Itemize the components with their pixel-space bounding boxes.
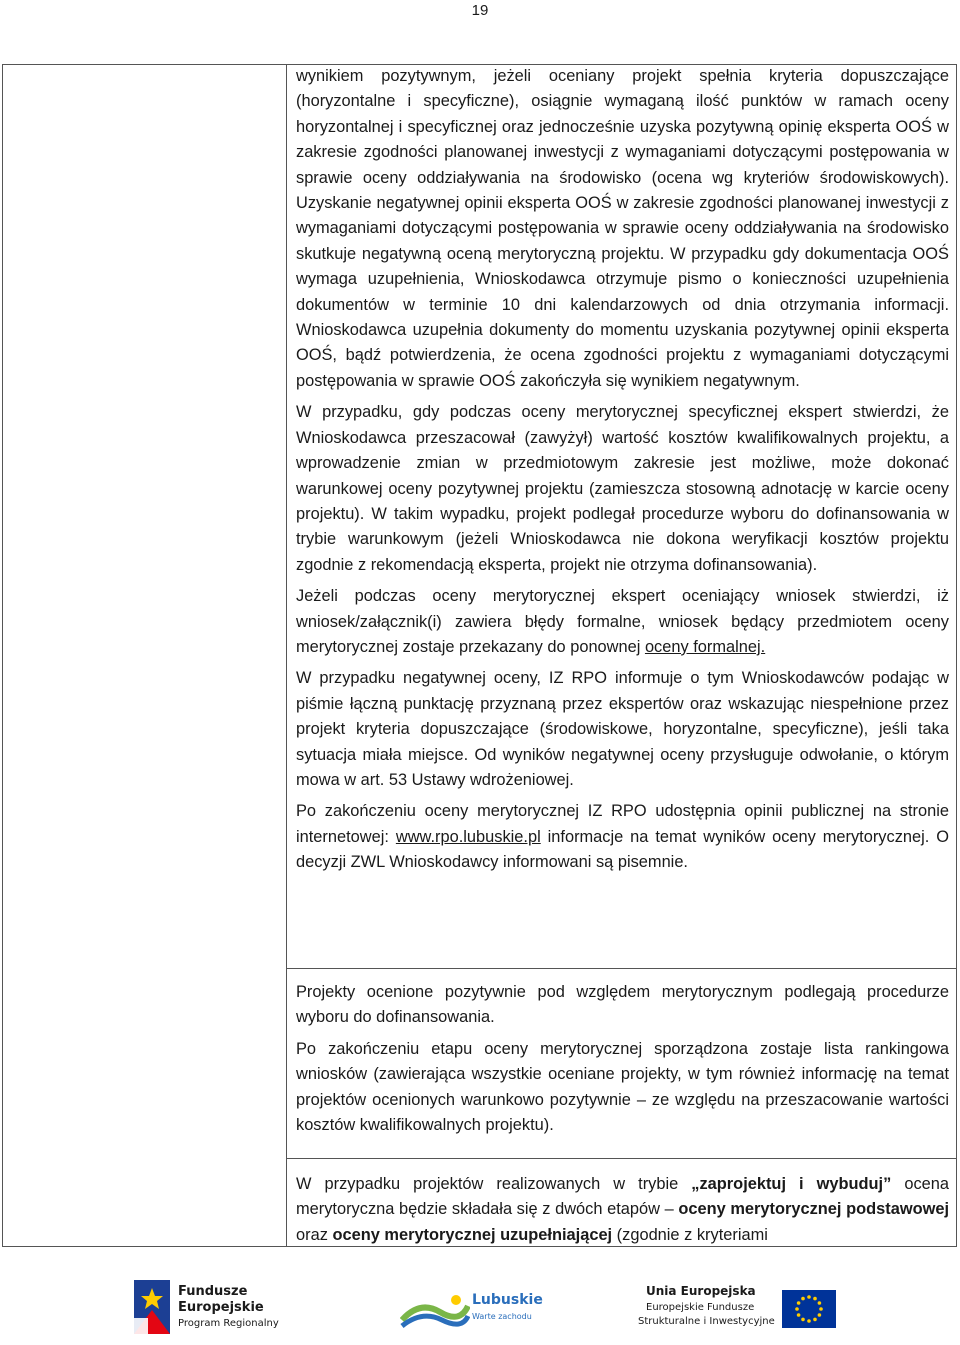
fe-line2: Europejskie: [178, 1300, 264, 1315]
page-number: 19: [471, 2, 489, 19]
cell-selection-procedure: [296, 980, 949, 1144]
text: W przypadku projektów realizowanych w trybie: [296, 1175, 692, 1193]
text: informacje na temat wyników oceny merytorycznej. O decyzji ZWL Wnioskodawcy informowani są pisemnie.: [296, 827, 949, 872]
paragraph-formal-errors: [296, 584, 949, 660]
paragraph-publication: [296, 799, 949, 875]
paragraph-selection: Projekty ocenione pozytywnie pod względem merytorycznym podlegają procedurze wyboru do dofinansowania.: [296, 983, 949, 1027]
ue-line1: Unia Europejska: [646, 1284, 756, 1298]
fe-line3: Program Regionalny: [178, 1318, 279, 1329]
left-column: [3, 65, 287, 1246]
text: oraz: [296, 1225, 333, 1244]
ue-line3: Strukturalne i Inwestycyjne: [638, 1316, 775, 1327]
paragraph-design-build: [296, 1172, 949, 1248]
lubuskie-tagline: Warte zachodu: [472, 1312, 532, 1321]
fundusze-europejskie-logo: [134, 1280, 294, 1338]
row-divider: [287, 1158, 956, 1159]
bold-text: „zaprojektuj i wybuduj”: [691, 1175, 892, 1193]
text: Jeżeli podczas oceny merytorycznej ekspert oceniający wniosek stwierdzi, iż wniosek/załącznik(i) zawiera błędy formalne, wniosek będący przedmiotem oceny merytorycznej zostaje przekazany do ponownej: [296, 587, 949, 656]
footer-logos: [0, 1262, 960, 1345]
formal-evaluation-link[interactable]: oceny formalnej.: [644, 637, 766, 656]
cell-design-build: [296, 1172, 949, 1254]
text: Po zakończeniu oceny merytorycznej IZ RPO udostępnia opinii publicznej na stronie internetowej:: [296, 802, 949, 846]
cell-evaluation-text: [296, 64, 949, 882]
unia-europejska-logo: [636, 1280, 836, 1338]
paragraph-negative-evaluation: W przypadku negatywnej oceny, IZ RPO informuje o tym Wnioskodawców podając w piśmie łączną punktację przyznaną przez ekspertów oraz wskazując niespełnione przez projekt kryteria dopuszczające (środowiskowe, horyzontalne, specyficzne), jeśli taka sytuacja miała miejsce. Od wyników negatywnej oceny przysługuje odwołanie, o którym mowa w art. 53 Ustawy wdrożeniowej.: [296, 669, 949, 789]
lubuskie-logo: [400, 1284, 550, 1334]
fe-line1: Fundusze: [178, 1284, 248, 1299]
lubuskie-waves-icon: [400, 1290, 470, 1330]
bold-text: oceny merytorycznej uzupełniającej: [332, 1225, 613, 1244]
paragraph-ranking-list: Po zakończeniu etapu oceny merytorycznej sporządzona zostaje lista rankingowa wniosków (zawierająca wszystkie oceniane projekty, w tym również informację na temat projektów ocenionych warunkowo pozytywnie – ze względu na przeszacowanie wartości kosztów kwalifikowalnych projektu).: [296, 1039, 949, 1135]
ue-line2: Europejskie Fundusze: [646, 1302, 755, 1313]
lubuskie-name: Lubuskie: [472, 1292, 543, 1308]
rpo-website-link[interactable]: www.rpo.lubuskie.pl: [395, 827, 541, 846]
fe-emblem-icon: [134, 1280, 170, 1334]
eu-flag-icon: [782, 1290, 836, 1328]
paragraph-conditional-evaluation: W przypadku, gdy podczas oceny merytorycznej specyficznej ekspert stwierdzi, że Wnioskodawca przeszacował (zawyżył) wartość kosztów kwalifikowalnych projektu, a wprowadzenie zmian w przedmiotowym zakresie jest możliwe, może dokonać warunkowej oceny pozytywnej projektu (zamieszcza stosowną adnotację w karcie oceny projektu). W takim wypadku, projekt podlegał procedurze wyboru do dofinansowania w trybie warunkowym (jeżeli Wnioskodawca nie dokona weryfikacji kosztów projektu zgodnie z rekomendacją eksperta, projekt nie otrzyma dofinansowania).: [296, 403, 949, 574]
row-divider: [287, 968, 956, 969]
bold-text: oceny merytorycznej podstawowej: [678, 1200, 950, 1219]
text: (zgodnie z kryteriami: [612, 1225, 768, 1244]
text: ocena merytoryczna będzie składała się z dwóch etapów –: [296, 1175, 950, 1219]
paragraph-positive-result: wynikiem pozytywnym, jeżeli oceniany projekt spełnia kryteria dopuszczające (horyzontalne i specyficzne), osiągnie wymaganą ilość punktów w ramach oceny horyzontalnej i specyficznej oraz jednocześnie uzyska pozytywną opinię eksperta OOŚ w zakresie zgodności planowanej inwestycji z wymaganiami dotyczącymi postępowania w sprawie oceny oddziaływania na środowisko (ocena wg kryteriów środowiskowych). Uzyskanie negatywnej opinii eksperta OOŚ w zakresie zgodności planowanej inwestycji z wymaganiami dotyczącymi postępowania w sprawie oceny oddziaływania na środowisko skutkuje negatywną oceną merytoryczną projektu. W przypadku gdy dokumentacja OOŚ wymaga uzupełnienia, Wnioskodawca otrzymuje pismo o konieczności uzupełnienia dokumentów w terminie 10 dni kalendarzowych od dnia otrzymania informacji. Wnioskodawca uzupełnia dokumenty do momentu uzyskania pozytywnej opinii eksperta OOŚ, bądź potwierdzenia, że ocena zgodności projektu z wymaganiami dotyczącymi postępowania w sprawie OOŚ zakończyła się wynikiem negatywnym.: [296, 67, 949, 390]
